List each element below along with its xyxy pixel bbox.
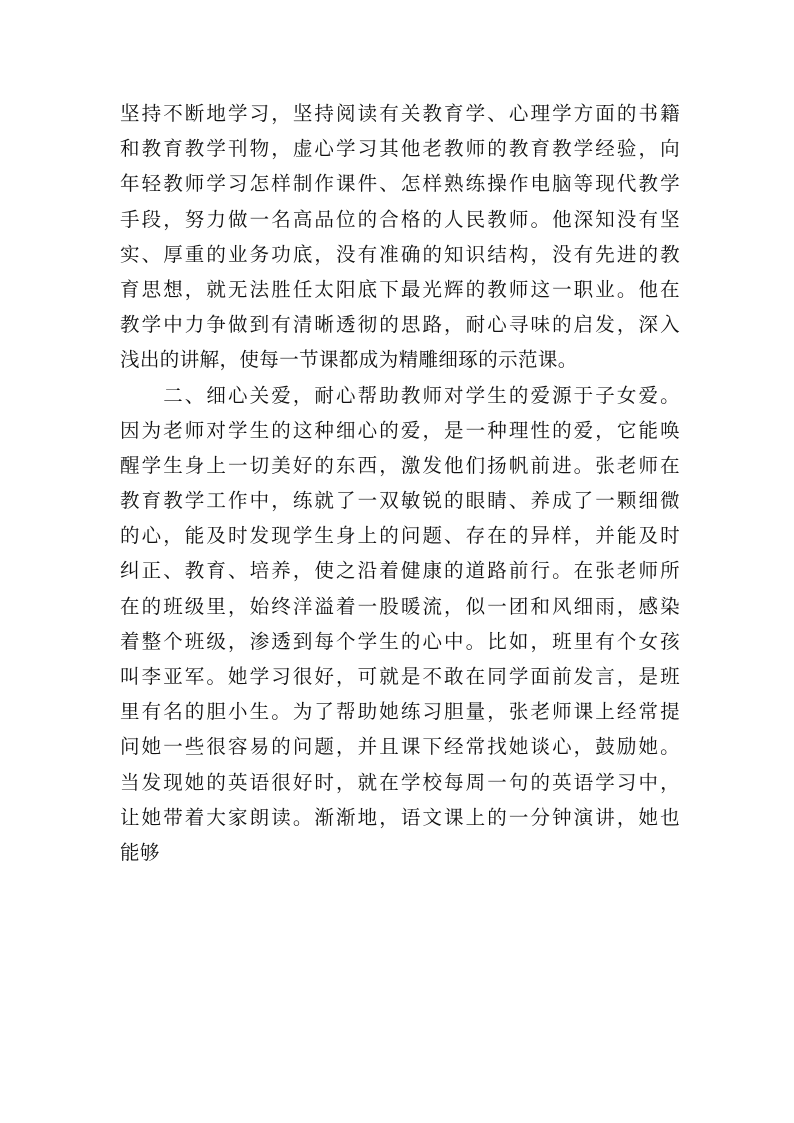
text-line: 因为老师对学生的这种细心的爱，是一种理性的爱，它能唤 (120, 418, 680, 442)
text-line: 在的班级里，始终洋溢着一股暖流，似一团和风细雨，感染 (120, 594, 680, 618)
text-line: 着整个班级，渗透到每个学生的心中。比如，班里有个女孩 (120, 629, 680, 653)
text-line: 手段，努力做一名高品位的合格的人民教师。他深知没有坚 (120, 207, 680, 231)
text-line: 问她一些很容易的问题，并且课下经常找她谈心，鼓励她。 (120, 735, 680, 759)
text-line: 育思想，就无法胜任太阳底下最光辉的教师这一职业。他在 (120, 277, 680, 301)
text-line: 当发现她的英语很好时，就在学校每周一句的英语学习中， (120, 770, 680, 794)
text-line: 年轻教师学习怎样制作课件、怎样熟练操作电脑等现代教学 (120, 172, 680, 196)
text-line: 里有名的胆小生。为了帮助她练习胆量，张老师课上经常提 (120, 700, 680, 724)
text-line: 教育教学工作中，练就了一双敏锐的眼睛、养成了一颗细微 (120, 489, 680, 513)
text-line: 教学中力争做到有清晰透彻的思路，耐心寻味的启发，深入 (120, 313, 680, 337)
text-line: 实、厚重的业务功底，没有准确的知识结构，没有先进的教 (120, 242, 680, 266)
text-line: 醒学生身上一切美好的东西，激发他们扬帆前进。张老师在 (120, 453, 680, 477)
text-line: 纠正、教育、培养，使之沿着健康的道路前行。在张老师所 (120, 559, 680, 583)
text-line: 叫李亚军。她学习很好，可就是不敢在同学面前发言，是班 (120, 665, 680, 688)
section-heading-line: 二、细心关爱，耐心帮助教师对学生的爱源于子女爱。 (120, 383, 680, 407)
text-line: 的心，能及时发现学生身上的问题、存在的异样，并能及时 (120, 524, 680, 548)
text-line: 和教育教学刊物，虚心学习其他老教师的教育教学经验，向 (120, 137, 680, 161)
text-line: 坚持不断地学习，坚持阅读有关教育学、心理学方面的书籍 (120, 102, 680, 125)
text-line: 让她带着大家朗读。渐渐地，语文课上的一分钟演讲，她也 (120, 805, 680, 829)
body-text (120, 96, 680, 870)
text-line: 浅出的讲解，使每一节课都成为精雕细琢的示范课。 (120, 348, 578, 372)
text-line: 能够 (120, 840, 160, 864)
